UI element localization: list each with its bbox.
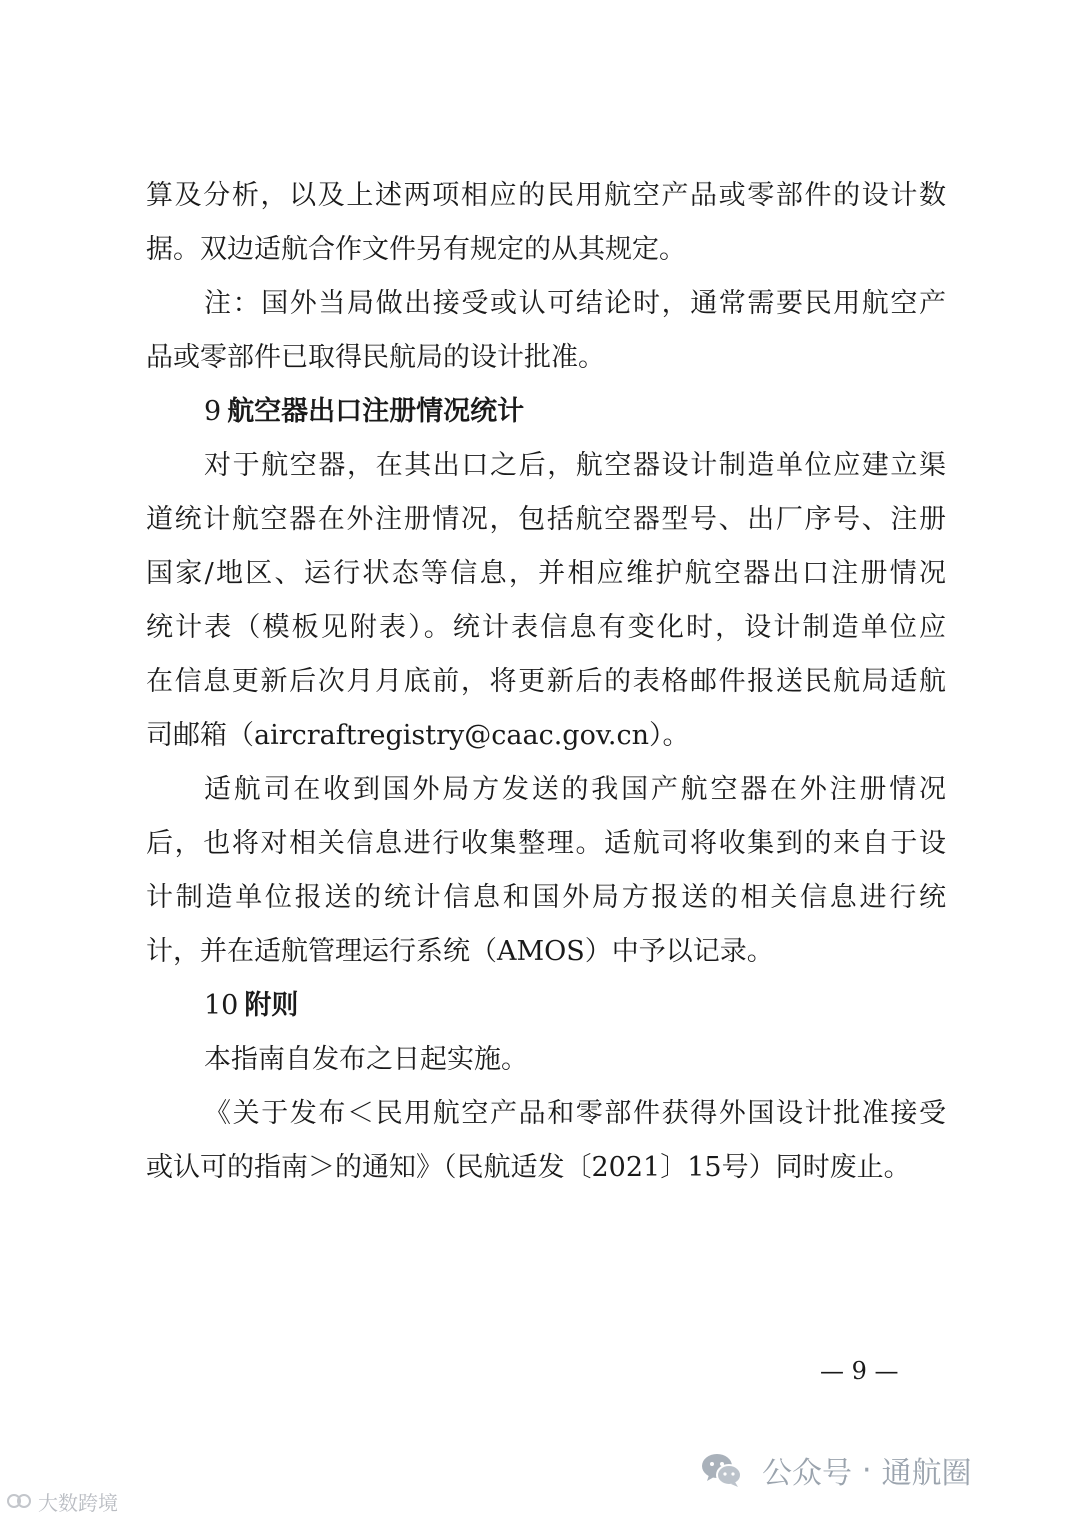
text-line: 国家/地区、运行状态等信息，并相应维护航空器出口注册情况 [146,558,946,589]
wechat-icon [700,1451,744,1489]
wechat-account-name: 通航圈 [881,1456,972,1491]
text-line: 本指南自发布之日起实施。 [204,1044,528,1075]
section-title: 航空器出口注册情况统计 [227,396,525,427]
watermark-logo-icon [6,1490,32,1512]
section-number: 9 [204,396,222,427]
text-line: 据。双边适航合作文件另有规定的从其规定。 [146,234,686,265]
section-heading-10 [204,986,946,1026]
text-line: 品或零部件已取得民航局的设计批准。 [146,342,605,373]
wechat-label: 公众号 [762,1456,852,1491]
text-line: 计，并在适航管理运行系统（AMOS）中予以记录。 [146,936,774,967]
text-line: 司邮箱（aircraftregistry@caac.gov.cn）。 [146,720,690,751]
text-line: 适航司在收到国外局方发送的我国产航空器在外注册情况 [204,774,946,805]
text-line: 计制造单位报送的统计信息和国外局方报送的相关信息进行统 [146,882,946,913]
text-line: 算及分析，以及上述两项相应的民用航空产品或零部件的设计数 [146,180,946,211]
text-line: 后，也将对相关信息进行收集整理。适航司将收集到的来自于设 [146,828,946,859]
wechat-account-badge [700,1448,972,1492]
text-line: 在信息更新后次月月底前，将更新后的表格邮件报送民航局适航 [146,666,946,697]
text-line: 统计表（模板见附表）。统计表信息有变化时，设计制造单位应 [146,612,946,643]
section-number: 10 [204,990,239,1021]
section-heading-9 [204,392,946,432]
text-line: 注：国外当局做出接受或认可结论时，通常需要民用航空产 [204,288,946,319]
text-line: 道统计航空器在外注册情况，包括航空器型号、出厂序号、注册 [146,504,946,535]
section-title: 附则 [244,990,299,1021]
text-line: 对于航空器，在其出口之后，航空器设计制造单位应建立渠 [204,450,946,481]
text-line: 或认可的指南＞的通知》（民航适发〔2021〕15号）同时废止。 [146,1152,911,1183]
text-line: 《关于发布＜民用航空产品和零部件获得外国设计批准接受 [204,1098,946,1129]
separator-dot: · [862,1452,872,1488]
page-number: — 9 — [820,1357,899,1385]
watermark-text: 大数跨境 [38,1490,118,1515]
watermark [6,1486,118,1516]
